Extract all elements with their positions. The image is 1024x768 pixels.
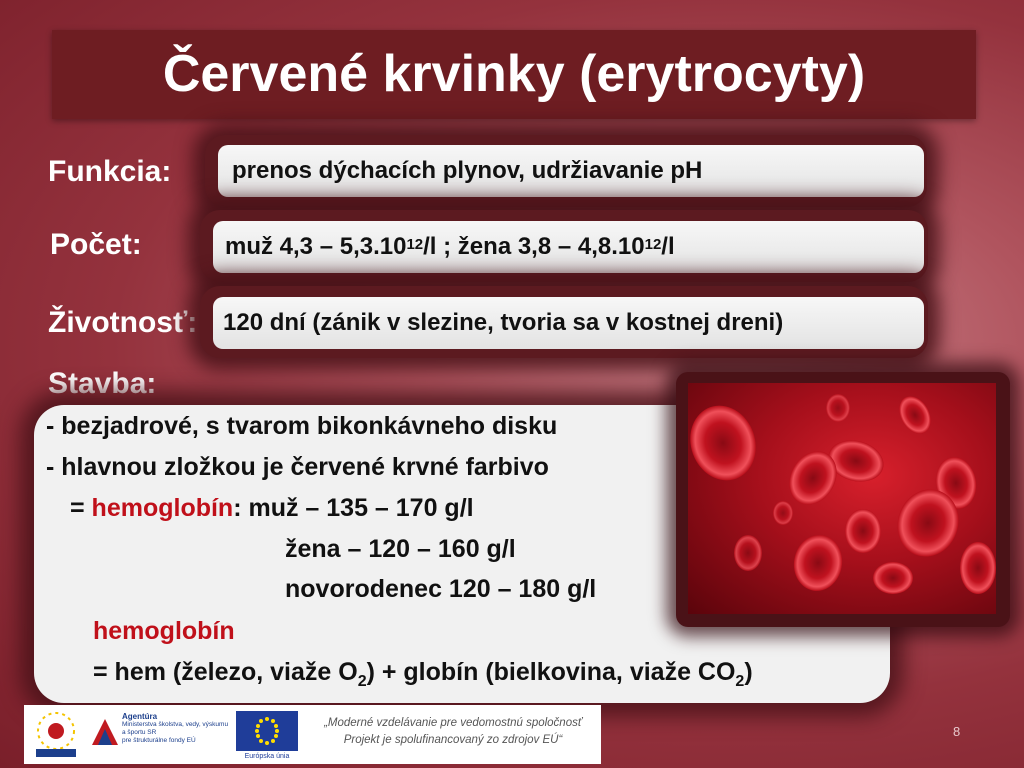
stavba-line-3-rest: : muž – 135 – 170 g/l bbox=[233, 494, 474, 522]
slide-title: Červené krvinky (erytrocyty) bbox=[162, 45, 866, 103]
slogan-line-1: „Moderné vzdelávanie pre vedomostnú spoločnosť bbox=[324, 717, 582, 729]
stavba-line-5: novorodenec 120 – 180 g/l bbox=[285, 575, 597, 603]
stavba-line-7-b: ) + globín (bielkovina, viaže CO bbox=[366, 658, 736, 686]
footer-logos bbox=[24, 705, 601, 764]
hemoglobin-heading: hemoglobín bbox=[93, 617, 235, 645]
page-number: 8 bbox=[953, 724, 961, 739]
pocet-end: /l bbox=[661, 233, 675, 260]
stavba-line-7-c: ) bbox=[744, 658, 753, 686]
funkcia-label: Funkcia: bbox=[48, 155, 172, 188]
pocet-label: Počet: bbox=[50, 228, 142, 261]
co2-subscript: 2 bbox=[735, 673, 745, 690]
eu-flag-icon bbox=[236, 711, 298, 751]
stavba-line-7 bbox=[93, 658, 753, 691]
operational-programme-logo bbox=[30, 709, 82, 759]
blood-cells-illustration bbox=[688, 383, 996, 614]
pocet-box: muž 4,3 – 5,3.10 $^{12}$ /l ; žena 3,8 – 4,8.10 $^{12}$ /l bbox=[213, 221, 924, 273]
pocet-mid: /l ; žena 3,8 – 4,8.10 bbox=[423, 233, 645, 260]
agency-text: Agentúra Ministerstva školstva, vedy, výskumu a športu SR pre štrukturálne fondy EÚ bbox=[122, 712, 229, 744]
stavba-line-4: žena – 120 – 160 g/l bbox=[285, 535, 516, 563]
red-blood-cells-photo bbox=[688, 383, 996, 614]
zivotnost-label: Životnosť: bbox=[48, 306, 198, 339]
stavba-line-2: - hlavnou zložkou je červené krvné farbivo bbox=[46, 453, 549, 481]
footer-slogan bbox=[310, 715, 596, 749]
zivotnost-value: 120 dní (zánik v slezine, tvoria sa v kostnej dreni) bbox=[223, 309, 784, 336]
pocet-male: muž 4,3 – 5,3.10 bbox=[225, 233, 407, 260]
o2-subscript: 2 bbox=[357, 673, 367, 690]
stavba-line-3 bbox=[70, 494, 474, 523]
slogan-line-2: Projekt je spolufinancovaný zo zdrojov EÚ“ bbox=[343, 734, 563, 746]
funkcia-box bbox=[218, 145, 924, 197]
stavba-line-1: - bezjadrové, s tvarom bikonkávneho disku bbox=[46, 412, 558, 440]
funkcia-value: prenos dýchacích plynov, udržiavanie pH bbox=[232, 157, 703, 184]
stavba-line-3-prefix: = bbox=[70, 494, 92, 522]
stavba-label: Stavba: bbox=[48, 367, 157, 400]
zivotnost-box bbox=[213, 297, 924, 349]
eu-label: Európska únia bbox=[244, 753, 290, 760]
agency-logo bbox=[90, 713, 230, 757]
stavba-line-7-a: = hem (železo, viaže O bbox=[93, 658, 358, 686]
hemoglobin-term: hemoglobín bbox=[91, 494, 234, 522]
